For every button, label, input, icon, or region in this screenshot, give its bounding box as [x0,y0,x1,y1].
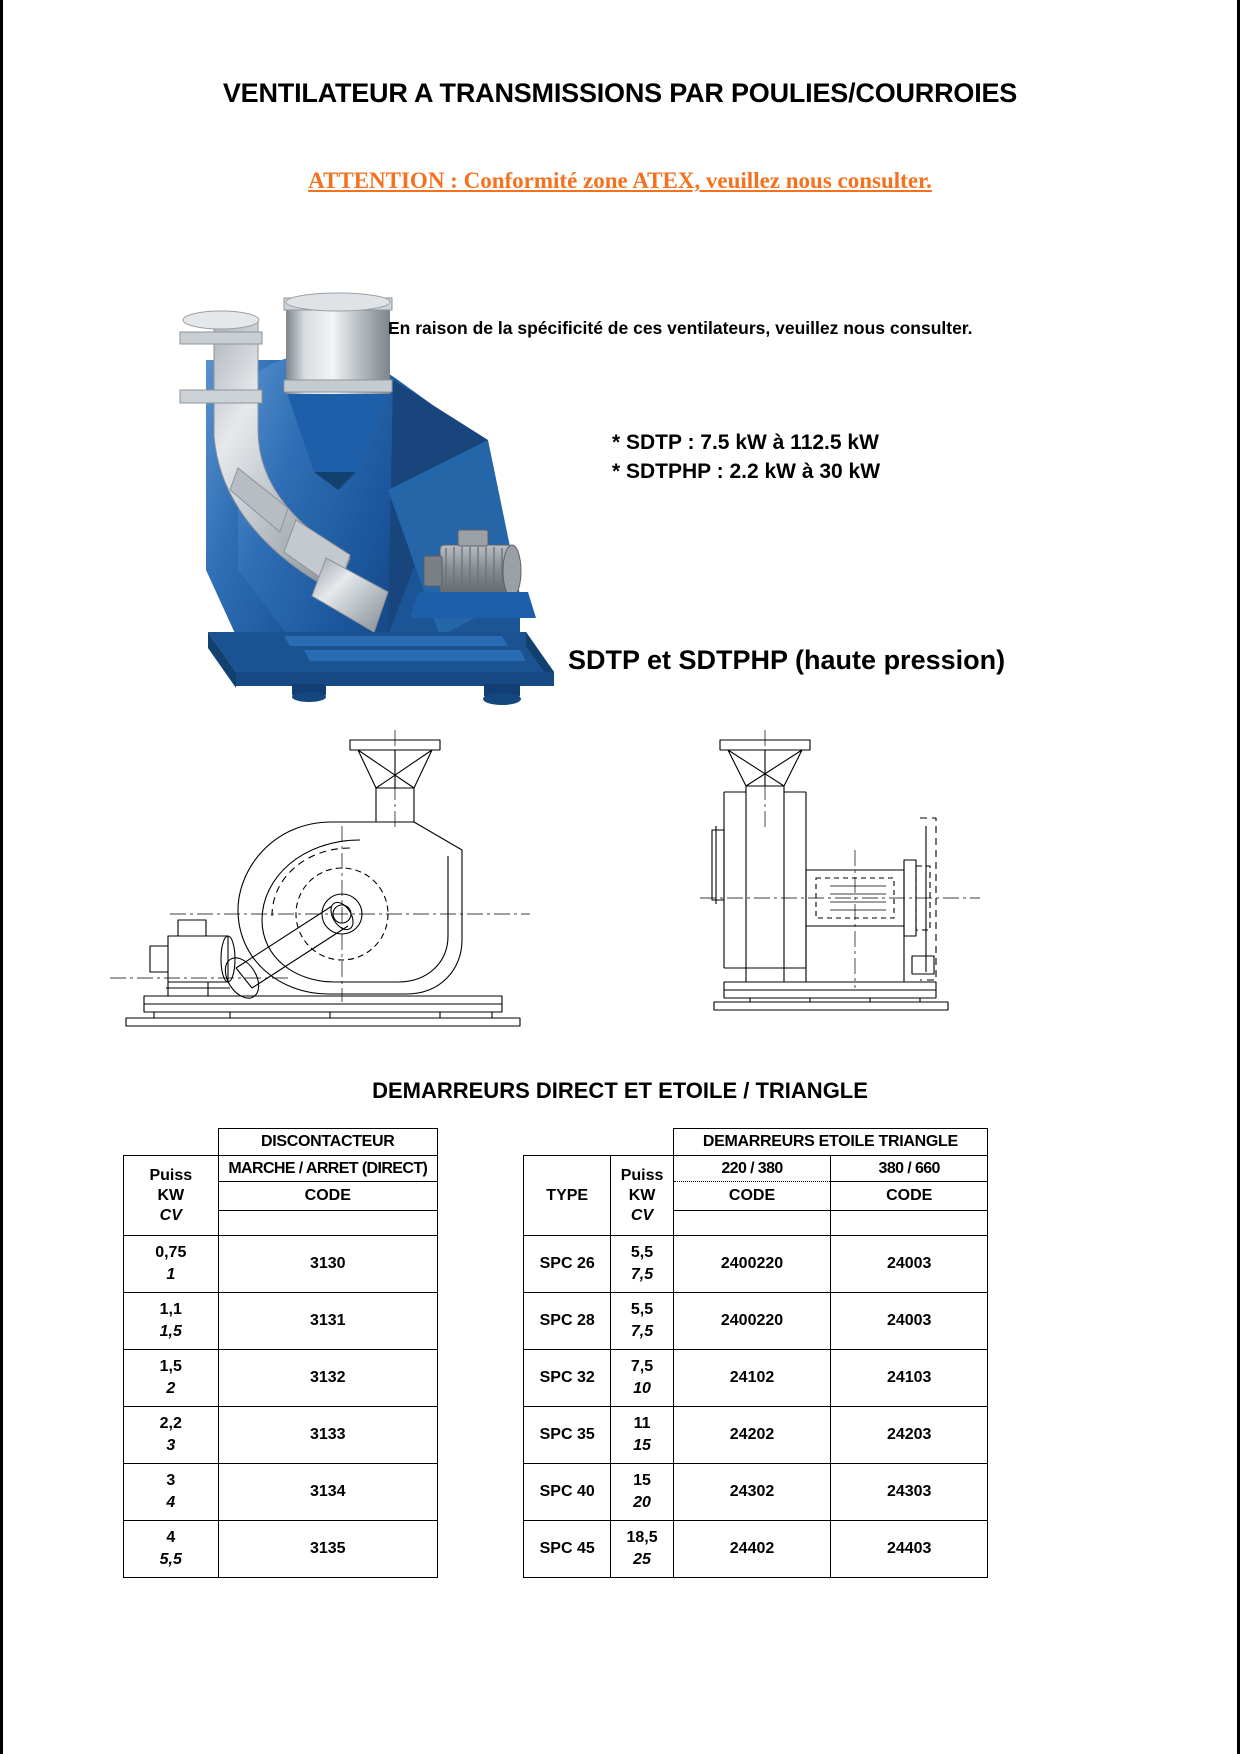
model-heading: SDTP et SDTPHP (haute pression) [568,645,1006,675]
cell-puissance [611,1350,673,1407]
power-range-list [612,428,880,486]
table-row [524,1464,988,1521]
cell-code: 3133 [218,1407,437,1464]
cell-code: 3130 [218,1236,437,1293]
table-etoile-triangle [523,1128,988,1578]
header-demarreurs-etoile: DEMARREURS ETOILE TRIANGLE [673,1129,987,1156]
cell-cv: 20 [633,1494,651,1511]
table-discontacteur [123,1128,438,1578]
header-code-220-380: CODE [673,1182,831,1211]
cell-kw: 0,75 [155,1244,187,1261]
cell-kw: 4 [166,1529,176,1546]
header-voltage-220-380: 220 / 380 [673,1156,831,1182]
cell-cv: 7,5 [630,1323,654,1340]
table-row [524,1293,988,1350]
power-range-sdtp: * SDTP : 7.5 kW à 112.5 kW [612,431,879,454]
table-row [124,1236,438,1293]
cell-code-220-380: 24302 [673,1464,831,1521]
table-row [524,1236,988,1293]
cell-kw: 1,5 [159,1358,182,1375]
tables-section-title: DEMARREURS DIRECT ET ETOILE / TRIANGLE [372,1078,868,1103]
cell-puissance [124,1464,219,1521]
header-pad-220 [673,1211,831,1236]
header-cv-label: CV [630,1206,654,1224]
cell-cv: 1,5 [159,1323,182,1340]
cell-code-380-660: 24003 [831,1293,988,1350]
header-code-380-660: CODE [831,1182,988,1211]
table-row [524,1350,988,1407]
cell-type: SPC 45 [524,1521,611,1578]
cell-type: SPC 40 [524,1464,611,1521]
fan-front-view-drawing [690,730,990,1030]
header-kw-label: KW [157,1186,185,1204]
cell-cv: 1 [166,1266,176,1283]
cell-type: SPC 32 [524,1350,611,1407]
header-pad-380 [831,1211,988,1236]
cell-code-380-660: 24403 [831,1521,988,1578]
cell-code: 3132 [218,1350,437,1407]
cell-type: SPC 26 [524,1236,611,1293]
header-discontacteur: DISCONTACTEUR [218,1129,437,1156]
cell-puissance [611,1521,673,1578]
table-row [524,1521,988,1578]
table-row [124,1293,438,1350]
cell-code-380-660: 24103 [831,1350,988,1407]
cell-puissance [611,1236,673,1293]
cell-code-220-380: 24202 [673,1407,831,1464]
header-voltage-380-660: 380 / 660 [831,1156,988,1182]
attention-notice: ATTENTION : Conformité zone ATEX, veuillez nous consulter. [308,168,932,193]
cell-puissance [124,1521,219,1578]
cell-kw: 7,5 [630,1358,654,1375]
table-header-row-volt [524,1156,988,1182]
cell-type: SPC 35 [524,1407,611,1464]
cell-code: 3131 [218,1293,437,1350]
table-row [124,1521,438,1578]
cell-kw: 2,2 [159,1415,182,1432]
header-kw-label: KW [628,1186,656,1204]
specificity-note: En raison de la spécificité de ces ventilateurs, veuillez nous consulter. [388,318,973,338]
table-header-row-group [524,1129,988,1156]
cell-code-380-660: 24003 [831,1236,988,1293]
cell-puissance [124,1350,219,1407]
cell-cv: 7,5 [630,1266,654,1283]
power-range-sdtphp: * SDTPHP : 2.2 kW à 30 kW [612,460,881,483]
cell-code: 3135 [218,1521,437,1578]
header-spacer-puiss [611,1129,673,1156]
header-code-discontacteur: CODE [218,1182,437,1211]
cell-cv: 10 [633,1380,651,1397]
table-header-row-sub [124,1156,438,1182]
page-title: VENTILATEUR A TRANSMISSIONS PAR POULIES/COURROIES [222,78,1018,108]
cell-puissance [124,1407,219,1464]
cell-puissance [124,1293,219,1350]
cell-kw: 1,1 [159,1301,182,1318]
cell-kw: 11 [633,1415,651,1432]
cell-kw: 18,5 [626,1529,658,1546]
header-puiss-label: Puiss [149,1166,193,1184]
header-code-pad [218,1211,437,1236]
header-puiss-label: Puiss [620,1166,664,1184]
header-spacer-cell [124,1129,219,1156]
cell-puissance [611,1293,673,1350]
table-row [124,1407,438,1464]
cell-code-220-380: 24402 [673,1521,831,1578]
cell-cv: 15 [633,1437,651,1454]
cell-code: 3134 [218,1464,437,1521]
fan-side-view-drawing [110,730,530,1030]
table-header-row-group [124,1129,438,1156]
fan-product-photo [88,240,558,705]
page-border-left [0,0,3,1754]
header-cv-label: CV [159,1206,182,1224]
cell-kw: 5,5 [630,1244,654,1261]
cell-cv: 5,5 [159,1551,182,1568]
header-puissance-cell [611,1156,673,1236]
cell-code-380-660: 24303 [831,1464,988,1521]
cell-code-220-380: 2400220 [673,1293,831,1350]
header-type: TYPE [524,1156,611,1236]
cell-kw: 15 [633,1472,651,1489]
cell-code-380-660: 24203 [831,1407,988,1464]
header-puissance-cell [124,1156,219,1236]
cell-cv: 4 [166,1494,176,1511]
cell-type: SPC 28 [524,1293,611,1350]
cell-puissance [611,1407,673,1464]
cell-kw: 5,5 [630,1301,654,1318]
cell-kw: 3 [166,1472,176,1489]
cell-puissance [124,1236,219,1293]
cell-puissance [611,1464,673,1521]
table-row [124,1350,438,1407]
cell-cv: 3 [166,1437,176,1454]
header-marche-arret: MARCHE / ARRET (DIRECT) [218,1156,437,1182]
cell-code-220-380: 24102 [673,1350,831,1407]
table-row [124,1464,438,1521]
header-spacer-type [524,1129,611,1156]
cell-cv: 25 [633,1551,651,1568]
table-row [524,1407,988,1464]
cell-cv: 2 [166,1380,176,1397]
cell-code-220-380: 2400220 [673,1236,831,1293]
